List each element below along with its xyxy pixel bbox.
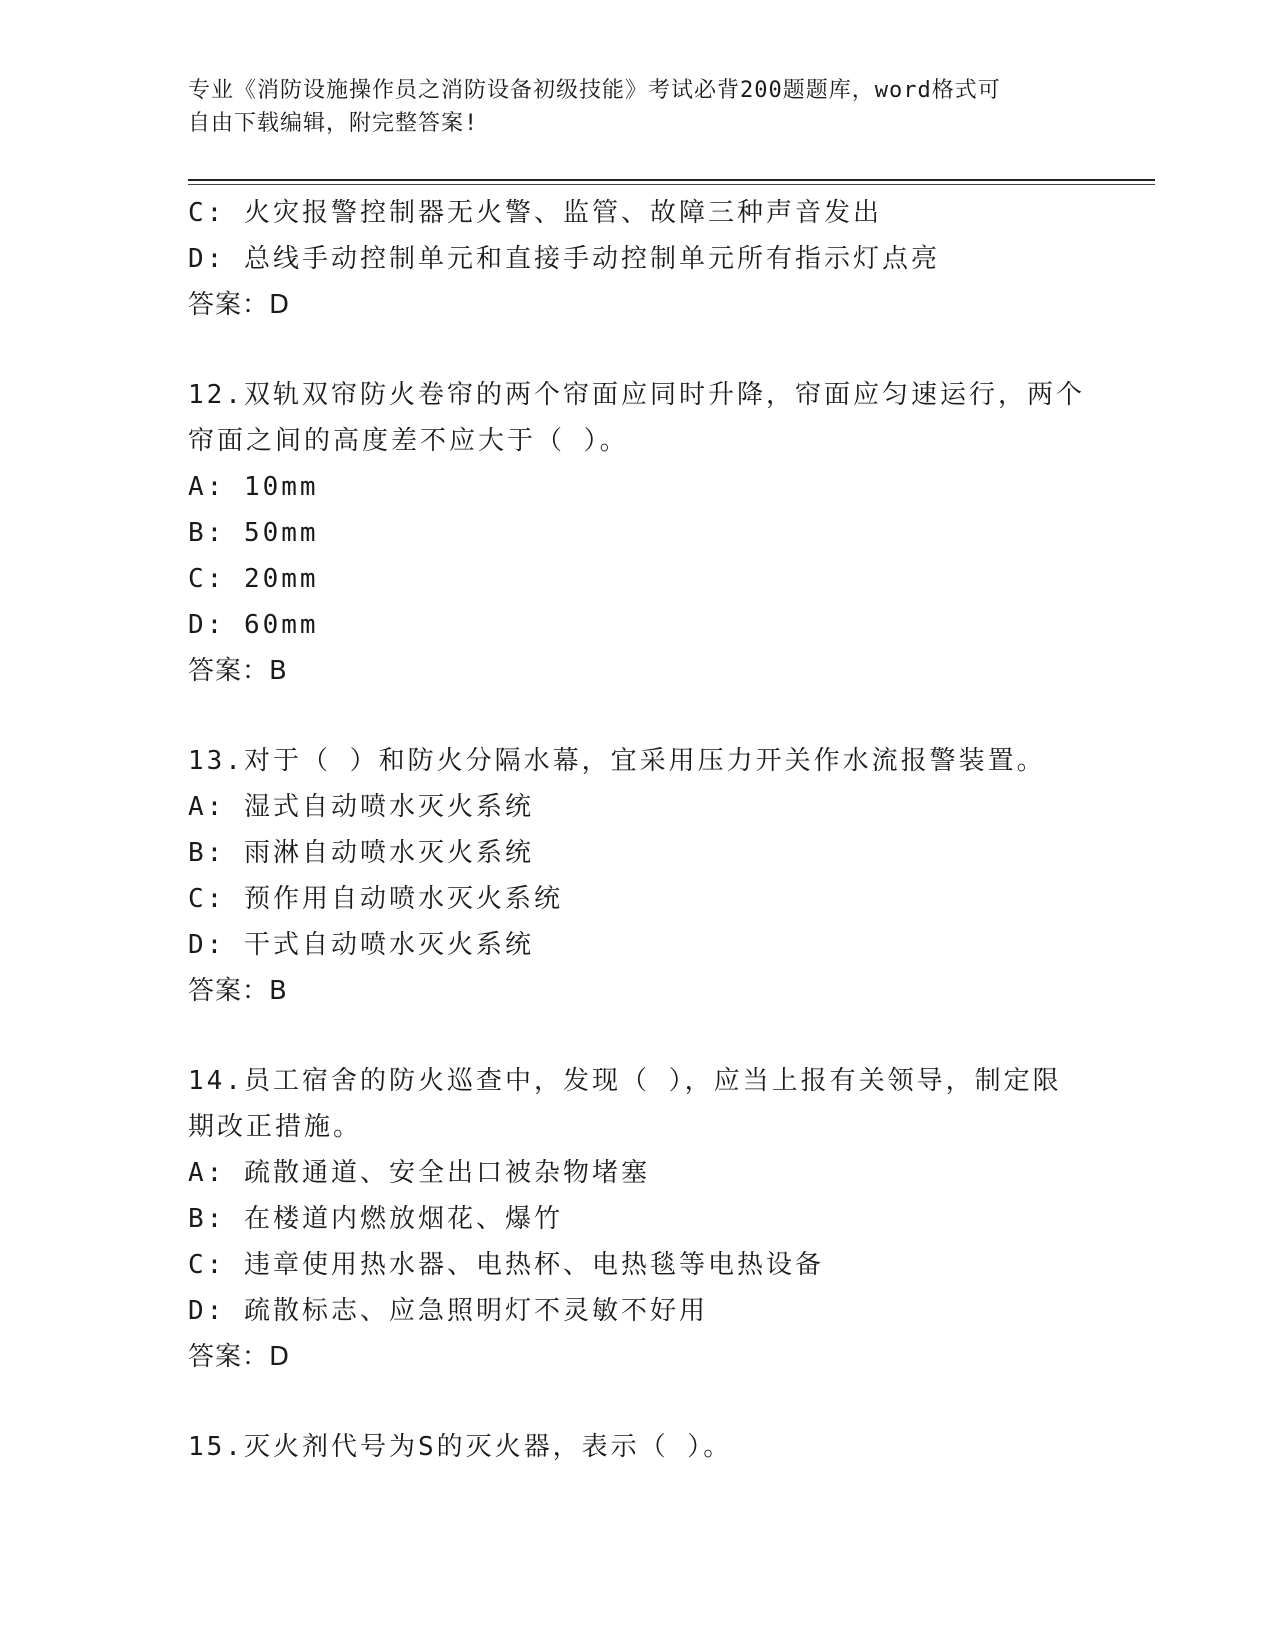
question-line: 14.员工宿舍的防火巡查中，发现（ ），应当上报有关领导，制定限 (188, 1066, 1062, 1096)
answer-line: 答案：D (188, 1342, 291, 1372)
option-line: C: 20mm (188, 564, 319, 594)
header-rule-thick (188, 179, 1155, 181)
question-line: 帘面之间的高度差不应大于（ ）。 (188, 426, 629, 456)
option-line: B: 在楼道内燃放烟花、爆竹 (188, 1204, 563, 1234)
option-line: C: 预作用自动喷水灭火系统 (188, 884, 563, 914)
question-line: 12.双轨双帘防火卷帘的两个帘面应同时升降，帘面应匀速运行，两个 (188, 380, 1085, 410)
option-line: C: 火灾报警控制器无火警、监管、故障三种声音发出 (188, 198, 882, 228)
document-header (188, 74, 1088, 140)
answer-line: 答案：D (188, 290, 291, 320)
option-line: D: 疏散标志、应急照明灯不灵敏不好用 (188, 1296, 708, 1326)
option-line: B: 雨淋自动喷水灭火系统 (188, 838, 534, 868)
header-line-1: 专业《消防设施操作员之消防设备初级技能》考试必背200题题库，word格式可 (188, 78, 1001, 103)
option-line: A: 10mm (188, 472, 319, 502)
header-line-2: 自由下载编辑，附完整答案! (188, 111, 479, 136)
spacer (188, 328, 1108, 372)
option-line: D: 总线手动控制单元和直接手动控制单元所有指示灯点亮 (188, 244, 940, 274)
spacer (188, 694, 1108, 738)
option-line: D: 干式自动喷水灭火系统 (188, 930, 534, 960)
question-line: 13.对于（ ）和防火分隔水幕，宜采用压力开关作水流报警装置。 (188, 746, 1046, 776)
option-line: C: 违章使用热水器、电热杯、电热毯等电热设备 (188, 1250, 824, 1280)
option-line: B: 50mm (188, 518, 319, 548)
question-content (188, 190, 1108, 1470)
question-line: 15.灭火剂代号为S的灭火器，表示（ ）。 (188, 1432, 733, 1462)
answer-line: 答案：B (188, 976, 288, 1006)
option-line: D: 60mm (188, 610, 319, 640)
answer-line: 答案：B (188, 656, 288, 686)
spacer (188, 1380, 1108, 1424)
option-line: A: 湿式自动喷水灭火系统 (188, 792, 534, 822)
header-rule-thin (188, 184, 1155, 185)
question-line: 期改正措施。 (188, 1112, 363, 1142)
option-line: A: 疏散通道、安全出口被杂物堵塞 (188, 1158, 650, 1188)
spacer (188, 1014, 1108, 1058)
